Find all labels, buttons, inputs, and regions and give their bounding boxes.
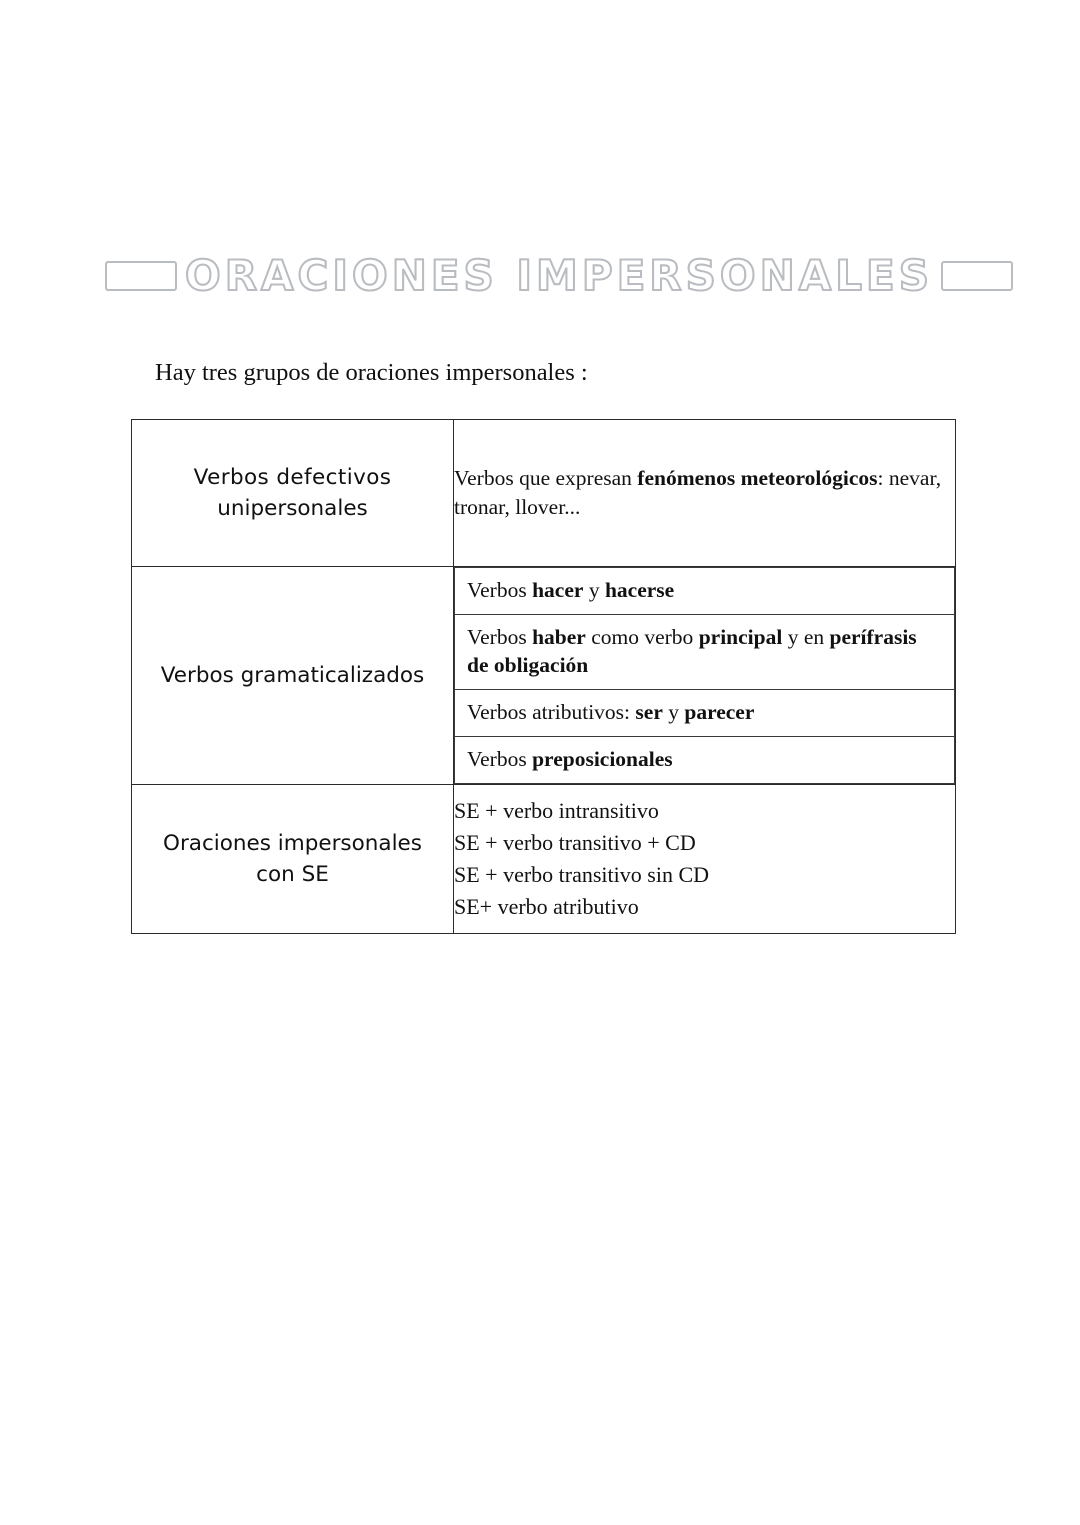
subtable-row [455, 614, 955, 689]
subtable-cell-atributivos [455, 689, 955, 736]
se-structure-line: SE + verbo transitivo + CD [454, 829, 696, 855]
text-bold: hacerse [604, 578, 675, 602]
text-segment: y [662, 699, 685, 724]
description-cell-impersonal-with-se [454, 784, 956, 933]
category-label-line-2: con SE [256, 861, 329, 887]
table-row [132, 784, 956, 933]
category-label-line-1: Oraciones impersonales [163, 830, 422, 856]
category-cell-grammaticalized-verbs [132, 567, 454, 785]
subtable-cell-preposicionales [455, 736, 955, 783]
text-bold: parecer [684, 699, 755, 724]
text-segment: Verbos [467, 746, 533, 771]
description-bold: fenómenos meteorológicos [637, 466, 878, 491]
subtable-cell-hacer [455, 568, 955, 615]
grammaticalized-verbs-subtable-wrapper [454, 567, 956, 785]
title-decoration-left [105, 261, 177, 291]
description-paragraph [454, 464, 955, 521]
description-prefix: Verbos que expresan [454, 466, 638, 491]
text-bold: preposicionales [532, 746, 673, 771]
text-segment: Verbos [467, 578, 533, 602]
text-segment: y [583, 578, 605, 602]
category-label-line-1: Verbos defectivos [193, 464, 392, 490]
description-suffix: : nevar, tronar, llover... [454, 466, 942, 519]
se-structure-line: SE + verbo transitivo sin CD [454, 861, 710, 887]
text-segment: Verbos atributivos: [467, 699, 636, 724]
impersonal-sentences-table [131, 419, 956, 934]
subtable-cell-haber [455, 614, 955, 689]
title-decoration-right [941, 261, 1013, 291]
table-row [132, 420, 956, 567]
text-segment: y en [782, 624, 830, 649]
category-cell-defective-verbs [132, 420, 454, 567]
page-title-row [105, 248, 975, 304]
intro-text: Hay tres grupos de oraciones impersonales : [155, 359, 588, 386]
text-bold: perífrasis de obligación [467, 624, 917, 677]
se-structure-line: SE+ verbo atributivo [454, 893, 639, 919]
subtable-row [455, 568, 955, 615]
text-segment: Verbos [467, 624, 533, 649]
category-cell-impersonal-with-se [132, 784, 454, 933]
category-label-line-1: Verbos gramaticalizados [160, 662, 425, 688]
grammaticalized-verbs-subtable [454, 567, 955, 784]
text-bold: principal [698, 624, 783, 649]
text-bold: haber [532, 624, 586, 649]
table-row [132, 567, 956, 785]
subtable-row [455, 689, 955, 736]
page-title: ORACIONES IMPERSONALES [185, 251, 933, 300]
text-bold: ser [635, 699, 663, 724]
subtable-row [455, 736, 955, 783]
text-bold: hacer [532, 578, 584, 602]
se-structure-line: SE + verbo intransitivo [454, 797, 659, 823]
description-cell-defective-verbs [454, 420, 956, 567]
category-label-line-2: unipersonales [217, 496, 368, 521]
text-segment: como verbo [585, 624, 699, 649]
